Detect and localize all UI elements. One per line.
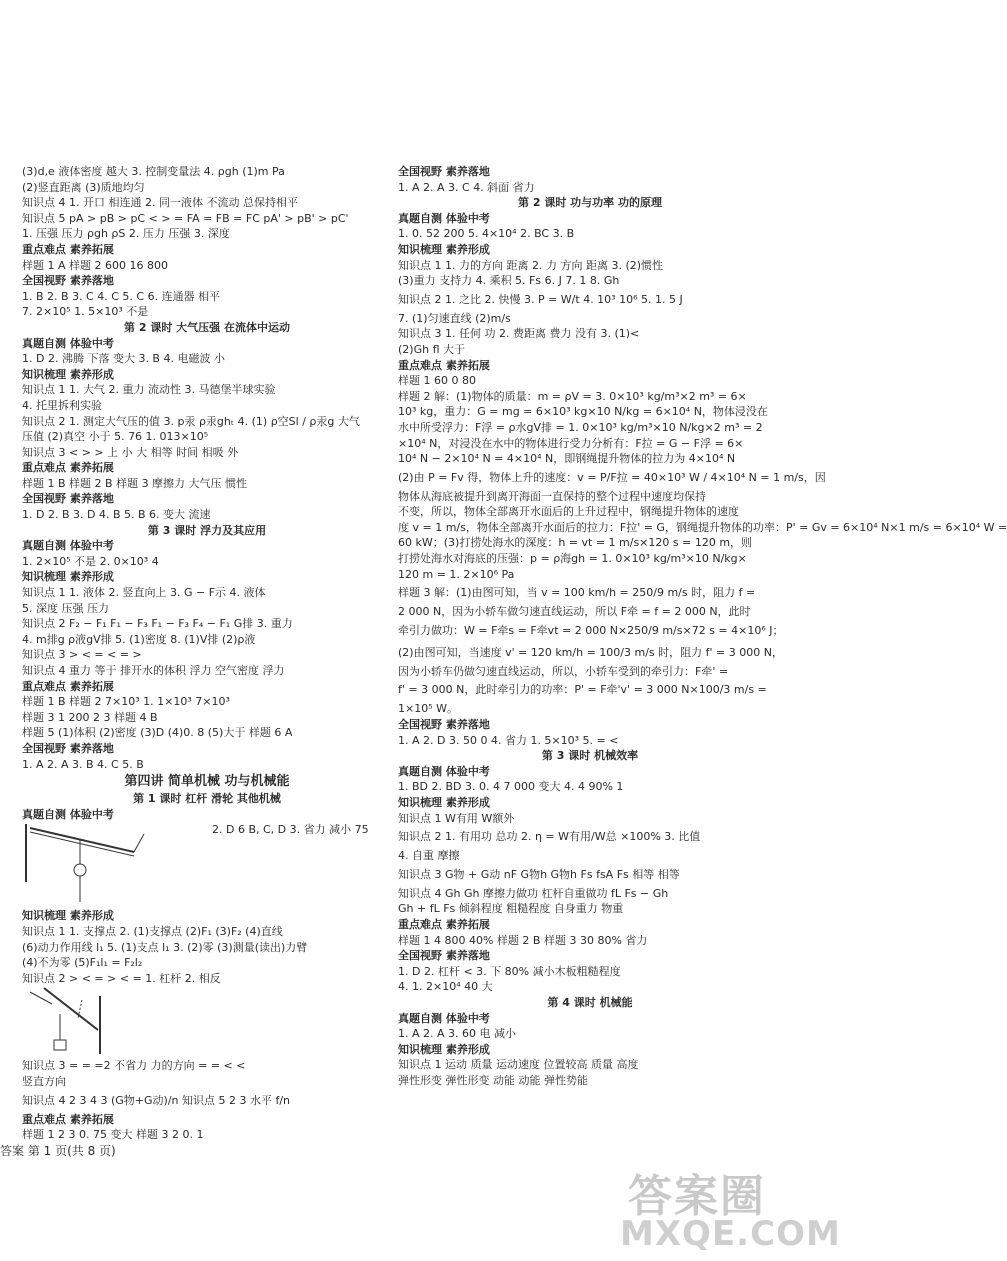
text-line: 1. A 2. A 3. C 4. 斜面 省力 (398, 180, 535, 194)
text-line: 知识点 3 G物 + G动 nF G物h G物h Fs fsA Fs 相等 相等 (398, 867, 680, 881)
section-heading: 重点难点 素养拓展 (398, 358, 490, 372)
lesson-title: 第 2 课时 功与功率 功的原理 (518, 196, 662, 210)
section-heading: 真题自测 体验中考 (398, 1011, 490, 1025)
text-line: ×10⁴ N，对浸没在水中的物体进行受力分析有：F拉 = G − F浮 = 6× (398, 436, 744, 450)
text-line: 1. 0. 52 200 5. 4×10⁴ 2. BC 3. B (398, 227, 575, 241)
section-heading: 知识梳理 素养形成 (398, 242, 490, 256)
watermark-url: MXQE.COM (620, 1214, 841, 1254)
lever-diagram (22, 822, 202, 908)
text-line: (4)不为零 (5)F₁l₁ = F₂l₂ (22, 956, 143, 970)
section-heading: 真题自测 体验中考 (22, 336, 114, 350)
text-line: 1. 压强 压力 ρgh ρS 2. 压力 压强 3. 深度 (22, 227, 230, 241)
text-line: 1. BD 2. BD 3. 0. 4 7 000 变大 4. 4 90% 1 (398, 780, 624, 794)
text-line: (2)Gh fl 大于 (398, 342, 465, 356)
section-heading: 真题自测 体验中考 (22, 807, 114, 821)
text-line: 10³ kg，重力：G = mg = 6×10³ kg×10 N/kg = 6×10⁴ N，物体浸没在 (398, 405, 768, 419)
lesson-title: 第 3 课时 浮力及其应用 (147, 523, 267, 537)
load-box (54, 1040, 66, 1050)
text-line: 样题 1 B 样题 2 7×10³ 1. 1×10³ 7×10³ (22, 695, 230, 709)
text-line: 1. A 2. A 3. B 4. C 5. B (22, 757, 144, 771)
text-line: 知识点 1 1. 支撑点 2. (1)支撑点 (2)F₁ (3)F₂ (4)直线 (22, 924, 283, 938)
text-line: 物体从海底被提升到离开海面一直保持的整个过程中速度均保持 (398, 489, 706, 503)
text-line: f' = 3 000 N，此时牵引力的功率：P' = F牵'v' = 3 000 N×100/3 m/s = (398, 683, 767, 697)
lever-bar (30, 828, 134, 852)
text-line: 样题 1 A 样题 2 600 16 800 (22, 258, 168, 272)
text-line: 样题 2 解：(1)物体的质量：m = ρV = 3. 0×10³ kg/m³×2 m³ = 6× (398, 389, 747, 403)
lesson-title: 第 3 课时 机械效率 (541, 749, 639, 763)
section-heading: 全国视野 素养落地 (398, 718, 490, 732)
text-line: 样题 1 60 0 80 (398, 374, 476, 388)
text-line: 知识点 1 W有用 W额外 (398, 811, 515, 825)
text-line: 1. A 2. D 3. 50 0 4. 省力 1. 5×10³ 5. = < (398, 733, 619, 747)
text-line: 样题 1 4 800 40% 样题 2 B 样题 3 30 80% 省力 (398, 933, 648, 947)
text-line: 知识点 3 < > > 上 小 大 相等 时间 相吸 外 (22, 445, 239, 459)
text-line: (3)重力 支持力 4. 乘积 5. Fs 6. J 7. 1 8. Gh (398, 274, 620, 288)
text-line: 4. m排g ρ液gV排 5. (1)密度 8. (1)V排 (2)ρ液 (22, 632, 256, 646)
text-line: 知识点 4 重力 等于 排开水的体积 浮力 空气密度 浮力 (22, 664, 285, 677)
text-line: 知识点 4 2 3 4 3 (G物+G动)/n 知识点 5 2 3 水平 f/n (22, 1093, 291, 1107)
text-line: 度 v = 1 m/s，物体全部离开水面后的拉力：F拉' = G，钢绳提升物体的功率：P' = Gv = 6×10⁴ N×1 m/s = 6×10⁴ W = (398, 520, 1007, 534)
text-line: Gh + fL Fs 倾斜程度 粗糙程度 自身重力 物重 (398, 902, 624, 916)
text-line: 知识点 4 1. 开口 相连通 2. 同一液体 不流动 总保持相平 (22, 196, 298, 210)
section-heading: 真题自测 体验中考 (22, 539, 114, 553)
text-line: 样题 3 1 200 2 3 样题 4 B (22, 710, 158, 724)
figure-answers: 2. D 6 B, C, D 3. 省力 减小 75 (212, 823, 369, 837)
text-line: 1. 2×10⁵ 不是 2. 0×10³ 4 (22, 554, 159, 568)
text-line: 知识点 2 1. 测定大气压的值 3. p汞 ρ汞ghₜ 4. (1) ρ空Sl / ρ汞g 大气 (22, 414, 360, 428)
text-line: 知识点 5 pA > pB > pC < > = FA = FB = FC pA' > pB' > pC' (22, 211, 349, 225)
section-heading: 知识梳理 素养形成 (398, 796, 490, 809)
left-column (22, 164, 392, 1143)
text-line: 120 m = 1. 2×10⁶ Pa (398, 567, 515, 581)
page-footer: 答案 第 1 页(共 8 页) (0, 1144, 116, 1158)
text-line: 知识点 2 > < = > < = 1. 杠杆 2. 相反 (22, 971, 221, 985)
text-line: 知识点 1 1. 大气 2. 重力 流动性 3. 马德堡半球实验 (22, 383, 276, 397)
text-line: 4. 自重 摩擦 (398, 849, 460, 863)
lever-bar-edge (30, 832, 134, 856)
text-line: 知识点 2 F₂ − F₁ F₁ − F₃ F₁ − F₃ F₄ − F₁ G排 3. 重力 (22, 617, 293, 631)
section-heading: 知识梳理 素养形成 (22, 909, 114, 923)
lesson-title: 第 4 课时 机械能 (547, 995, 633, 1009)
text-line: 样题 3 解：(1)由图可知，当 v = 100 km/h = 250/9 m/s 时，阻力 f = (398, 586, 756, 600)
text-line: 7. 2×10⁵ 1. 5×10³ 不是 (22, 305, 149, 319)
text-line: 样题 5 (1)体积 (2)密度 (3)D (4)0. 8 (5)大于 样题 6 A (22, 726, 293, 740)
text-line: 5. 深度 压强 压力 (22, 601, 109, 615)
arm (30, 992, 52, 1004)
text-line: 1. D 2. 杠杆 < 3. 下 80% 减小木板粗糙程度 (398, 964, 621, 978)
text-line: 水中所受浮力：F浮 = ρ水gV排 = 1. 0×10³ kg/m³×10 N/kg×2 m³ = 2 (398, 420, 763, 434)
text-line: 知识点 3 = = =2 不省力 力的方向 = = < < (22, 1059, 246, 1073)
section-heading: 重点难点 素养拓展 (22, 242, 114, 256)
section-heading: 重点难点 素养拓展 (22, 461, 114, 475)
section-heading: 重点难点 素养拓展 (22, 1112, 114, 1126)
text-line: 知识点 4 Gh Gh 摩擦力做功 杠杆自重做功 fL Fs − Gh (398, 886, 669, 900)
text-line: 样题 1 2 3 0. 75 变大 样题 3 2 0. 1 (22, 1128, 204, 1142)
boom (44, 988, 98, 1030)
watermark-logo: 答案圈 (628, 1171, 766, 1222)
section-heading: 真题自测 体验中考 (398, 211, 490, 225)
section-heading: 全国视野 素养落地 (398, 949, 490, 963)
section-heading: 全国视野 素养落地 (398, 165, 490, 178)
text-line: 4. 托里拆利实验 (22, 398, 102, 412)
force-arrow (134, 834, 144, 852)
section-heading: 重点难点 素养拓展 (22, 679, 114, 693)
text-line: 知识点 1 运动 质量 运动速度 位置较高 质量 高度 (398, 1058, 639, 1072)
chapter-title: 第四讲 简单机械 功与机械能 (124, 774, 290, 790)
text-line: 知识点 1 1. 液体 2. 竖直向上 3. G − F示 4. 液体 (22, 586, 266, 600)
text-line: 10⁴ N − 2×10⁴ N = 4×10⁴ N，即钢绳提升物体的拉力为 4×10⁴ N (398, 452, 736, 466)
section-heading: 知识梳理 素养形成 (22, 367, 114, 381)
right-column (398, 164, 1007, 1089)
text-line: 弹性形变 弹性形变 动能 动能 弹性势能 (398, 1073, 588, 1087)
section-heading: 知识梳理 素养形成 (398, 1042, 490, 1056)
lever-figure (22, 822, 392, 908)
text-line: (6)动力作用线 l₁ 5. (1)支点 l₁ 3. (2)零 (3)测量(读出)力臂 (22, 940, 308, 954)
lesson-title: 第 1 课时 杠杆 滑轮 其他机械 (133, 792, 281, 806)
watermark (608, 1160, 841, 1260)
text-line: 60 kW；(3)打捞处海水的深度：h = vt = 1 m/s×120 s = 120 m，则 (398, 536, 753, 550)
text-line: 因为小轿车仍做匀速直线运动，所以，小轿车受到的牵引力：F牵' = (398, 664, 729, 678)
section-heading: 真题自测 体验中考 (398, 764, 490, 778)
text-line: 知识点 2 1. 有用功 总功 2. η = W有用/W总 ×100% 3. 比值 (398, 830, 701, 844)
section-heading: 全国视野 素养落地 (22, 741, 114, 755)
text-line: (2)由 P = Fv 得，物体上升的速度：v = P/F拉 = 40×10³ W / 4×10⁴ N = 1 m/s，因 (398, 470, 826, 484)
lesson-title: 第 2 课时 大气压强 在流体中运动 (124, 320, 290, 334)
section-heading: 知识梳理 素养形成 (22, 570, 114, 584)
pulley-icon (74, 864, 86, 876)
text-line: 1. D 2. B 3. D 4. B 5. B 6. 变大 流速 (22, 508, 211, 522)
text-line: (2)竖直距离 (3)质地均匀 (22, 180, 145, 194)
text-line: 4. 1. 2×10⁴ 40 大 (398, 980, 493, 994)
text-line: 知识点 2 1. 之比 2. 快慢 3. P = W/t 4. 10³ 10⁶ 5. 1. 5 J (398, 292, 683, 306)
section-heading: 重点难点 素养拓展 (398, 917, 490, 931)
text-line: 1. B 2. B 3. C 4. C 5. C 6. 连通器 相平 (22, 289, 221, 303)
section-heading: 全国视野 素养落地 (22, 274, 114, 288)
text-line: 1×10⁵ W。 (398, 702, 458, 716)
text-line: 竖直方向 (22, 1074, 66, 1088)
text-line: 1. A 2. A 3. 60 电 减小 (398, 1027, 517, 1041)
crane-diagram (22, 986, 132, 1058)
text-line: (3)d,e 液体密度 越大 3. 控制变量法 4. ρgh (1)m Pa (22, 165, 285, 178)
crane-figure (22, 986, 392, 1058)
text-line: 2 000 N，因为小轿车做匀速直线运动，所以 F牵 = f = 2 000 N，此时 (398, 605, 751, 619)
text-line: 知识点 3 1. 任何 功 2. 费距离 费力 没有 3. (1)< (398, 327, 640, 341)
text-line: 打捞处海水对海底的压强：p = ρ海gh = 1. 0×10³ kg/m³×10 N/kg× (398, 552, 747, 566)
text-line: 牵引力做功：W = F牵s = F牵vt = 2 000 N×250/9 m/s×72 s = 4×10⁶ J； (398, 623, 784, 637)
text-line: 1. D 2. 沸腾 下落 变大 3. B 4. 电磁波 小 (22, 352, 225, 366)
section-heading: 全国视野 素养落地 (22, 492, 114, 506)
text-line: (2)由图可知，当速度 v' = 120 km/h = 100/3 m/s 时，阻力 f' = 3 000 N， (398, 645, 783, 659)
text-line: 压值 (2)真空 小于 5. 76 1. 013×10⁵ (22, 430, 209, 444)
text-line: 知识点 3 > < = < = > (22, 648, 142, 662)
text-line: 知识点 1 1. 力的方向 距离 2. 力 方向 距离 3. (2)惯性 (398, 258, 664, 272)
text-line: 7. (1)匀速直线 (2)m/s (398, 311, 511, 325)
text-line: 不变，所以，物体全部离开水面后的上升过程中，钢绳提升物体的速度 (398, 505, 739, 519)
text-line: 样题 1 B 样题 2 B 样题 3 摩擦力 大气压 惯性 (22, 476, 248, 490)
